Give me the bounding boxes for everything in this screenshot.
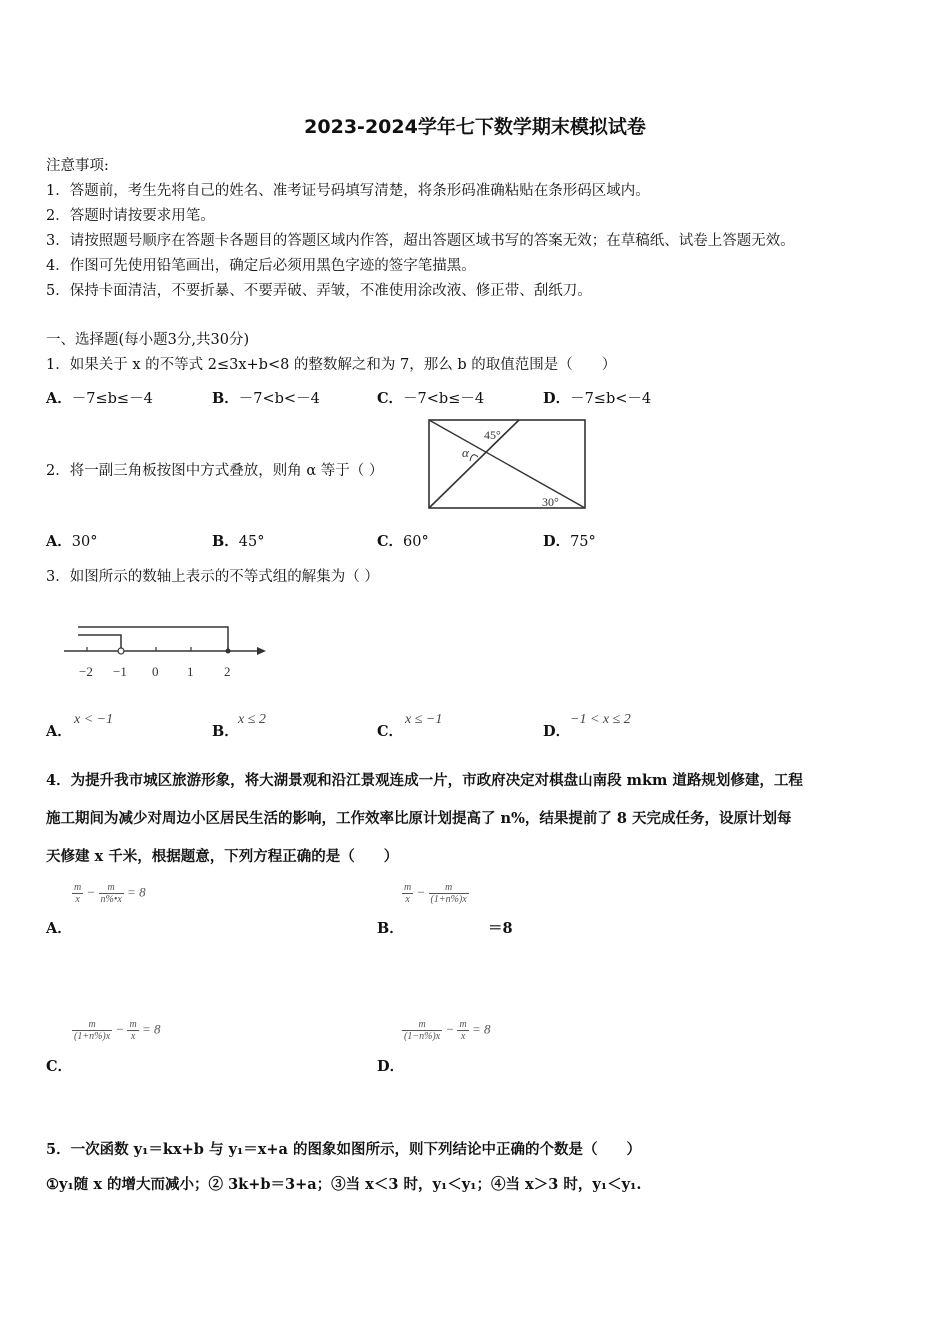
fraction: $\frac{m}{n\%•x}$ <box>100 882 122 905</box>
notice-item-2: 2．答题时请按要求用笔。 <box>46 208 215 224</box>
q1-option-c <box>377 387 484 408</box>
question-5-statements: ①y₁随 x 的增大而减小；② 3k+b＝3+a；③当 x＜3 时，y₁＜y₁；④当 x＞3 时，y₁＜y₁. <box>46 1176 642 1193</box>
q3-option-b-text: x ≤ 2 <box>238 712 266 727</box>
axis-arrow-icon <box>257 647 266 655</box>
option-text: 45° <box>238 534 265 550</box>
angle-45-label: 45° <box>484 428 501 442</box>
option-text: －7<b≤－4 <box>403 391 485 407</box>
question-4-line-1: 4．为提升我市城区旅游形象，将大湖景观和沿江景观连成一片，市政府决定对棋盘山南段 mkm 道路规划修建，工程 <box>46 772 803 789</box>
option-label: B． <box>212 533 239 550</box>
option-label: B． <box>212 390 239 407</box>
question-3-stem: 3．如图所示的数轴上表示的不等式组的解集为（ ） <box>46 569 379 585</box>
filled-dot <box>226 649 231 654</box>
number-line-figure <box>60 620 270 682</box>
minus-sign: − <box>115 1021 125 1037</box>
question-2-stem: 2．将一副三角板按图中方式叠放，则角 α 等于（ ） <box>46 463 384 479</box>
q4-option-c-equation <box>72 1019 160 1042</box>
q3-option-c: C． <box>377 723 404 740</box>
option-label: C． <box>377 533 404 550</box>
option-label: D． <box>543 390 571 407</box>
equation-rhs: = 8 <box>471 1021 491 1037</box>
option-text: 75° <box>570 534 596 550</box>
q4-option-a-equation <box>72 882 146 905</box>
tick-label: 2 <box>224 664 231 679</box>
tick-label: −1 <box>113 664 127 679</box>
tick-label: 1 <box>187 664 194 679</box>
option-label: C． <box>377 390 404 407</box>
q4-option-b-equation <box>402 882 469 905</box>
fraction: $\frac{m}{x}$ <box>129 1019 137 1042</box>
minus-sign: − <box>416 884 426 900</box>
option-label: A． <box>46 533 72 550</box>
fraction: $\frac{m}{(1+n\%)x}$ <box>74 1019 111 1042</box>
option-text: －7≤b<－4 <box>570 391 652 407</box>
fraction: $\frac{m}{x}$ <box>459 1019 467 1042</box>
q2-option-c <box>377 530 429 551</box>
figure-diagonal-30 <box>429 420 585 508</box>
q2-option-d <box>543 530 596 551</box>
minus-sign: − <box>86 884 96 900</box>
q3-option-b: B． <box>212 723 239 740</box>
option-text: 60° <box>403 534 429 550</box>
solution-ray-right <box>78 627 228 651</box>
solution-ray-left <box>78 635 121 651</box>
angle-30-label: 30° <box>542 495 559 509</box>
open-circle <box>118 648 124 654</box>
q4-option-c: C． <box>46 1058 73 1075</box>
q3-option-a-text: x < −1 <box>74 712 114 727</box>
tick-label: 0 <box>152 664 159 679</box>
q4-option-a: A． <box>46 920 72 937</box>
fraction: $\frac{m}{x}$ <box>404 882 412 905</box>
section-heading: 一、选择题(每小题3分,共30分) <box>46 332 250 348</box>
q1-option-a <box>46 387 153 408</box>
q3-option-d: D． <box>543 723 571 740</box>
fraction: $\frac{m}{x}$ <box>74 882 82 905</box>
equation-rhs: = 8 <box>141 1021 161 1037</box>
page-title: 2023-2024学年七下数学期末模拟试卷 <box>304 116 646 138</box>
q2-option-b <box>212 530 264 551</box>
q3-option-d-text: −1 < x ≤ 2 <box>570 712 631 727</box>
q4-option-d-equation <box>402 1019 490 1042</box>
tick-label: −2 <box>79 664 93 679</box>
alpha-arc <box>470 455 478 461</box>
q4-option-d: D． <box>377 1058 405 1075</box>
notice-item-5: 5．保持卡面清洁，不要折暴、不要弄破、弄皱，不准使用涂改液、修正带、刮纸刀。 <box>46 283 592 299</box>
q2-option-a <box>46 530 97 551</box>
fraction: $\frac{m}{(1+n\%)x}$ <box>430 882 467 905</box>
option-text: 30° <box>71 534 98 550</box>
option-label: D． <box>543 533 571 550</box>
alpha-label: α <box>462 445 469 460</box>
notice-heading: 注意事项: <box>46 158 109 174</box>
equation-rhs: = 8 <box>127 884 146 900</box>
q4-option-b: B． <box>377 920 404 937</box>
question-1-stem: 1．如果关于 x 的不等式 2≤3x+b<8 的整数解之和为 7，那么 b 的取值范围是（ ） <box>46 357 617 373</box>
notice-item-4: 4．作图可先使用铅笔画出，确定后必须用黑色字迹的签字笔描黑。 <box>46 258 476 274</box>
question-4-line-2: 施工期间为减少对周边小区居民生活的影响，工作效率比原计划提高了 n%，结果提前了 8 天完成任务，设原计划每 <box>46 810 792 827</box>
question-4-line-3: 天修建 x 千米，根据题意，下列方程正确的是（ ） <box>46 848 399 865</box>
option-text: －7<b<－4 <box>238 391 320 407</box>
q4-option-b-rhs: ＝8 <box>488 920 513 937</box>
notice-item-1: 1．答题前，考生先将自己的姓名、准考证号码填写清楚，将条形码准确粘贴在条形码区域内。 <box>46 183 650 199</box>
notice-item-3: 3．请按照题号顺序在答题卡各题目的答题区域内作答，超出答题区域书写的答案无效；在草稿纸、试卷上答题无效。 <box>46 233 795 249</box>
q1-option-d <box>543 387 651 408</box>
q1-option-b <box>212 387 320 408</box>
q3-option-c-text: x ≤ −1 <box>405 712 443 727</box>
question-5-stem: 5．一次函数 y₁＝kx+b 与 y₁＝x+a 的图象如图所示，则下列结论中正确的个数是（ ） <box>46 1141 641 1158</box>
q3-option-a: A． <box>46 723 72 740</box>
option-text: －7≤b≤－4 <box>71 391 153 407</box>
triangle-figure <box>426 417 588 513</box>
minus-sign: − <box>445 1021 455 1037</box>
option-label: A． <box>46 390 72 407</box>
fraction: $\frac{m}{(1-n\%)x}$ <box>404 1019 441 1042</box>
